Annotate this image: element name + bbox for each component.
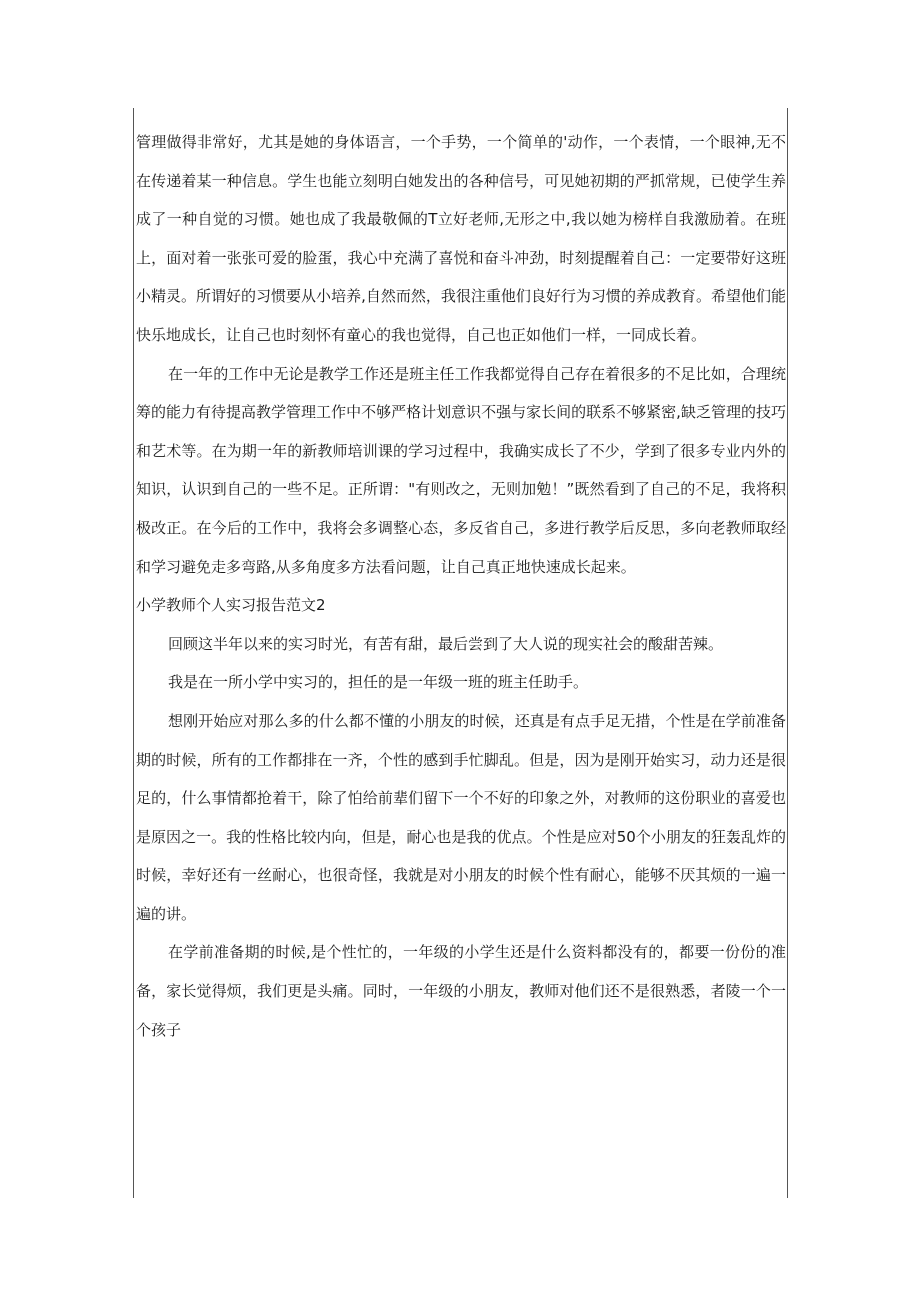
right-border-line <box>787 108 788 1198</box>
document-body <box>136 123 786 1049</box>
section-heading: 小学教师个人实习报告范文2 <box>136 596 326 615</box>
paragraph-role: 我是在一所小学中实习的，担任的是一年级一班的班主任助手。 <box>168 673 589 692</box>
paragraph-review: 回顾这半年以来的实习时光，有苦有甜，最后尝到了大人说的现实社会的酸甜苦辣。 <box>168 634 724 653</box>
paragraph-continuation: 管理做得非常好，尤其是她的身体语言，一个手势，一个简单的'动作，一个表情，一个眼神,无不在传递着某一种信息。学生也能立刻明白她发出的各种信号，可见她初期的严抓常规，已使学生养成了一种自觉的习惯。她也成了我最敬佩的T立好老师,无形之中,我以她为榜样自我激励着。在班上，面对着一张张可爱的脸蛋，我心中充满了喜悦和奋斗冲劲，时刻提醒着自己：一定要带好这班小精灵。所谓好的习惯要从小培养,自然而然，我很注重他们良好行为习惯的养成教育。希望他们能快乐地成长，让自己也时刻怀有童心的我也觉得，自己也正如他们一样，一同成长着。 <box>136 133 786 344</box>
paragraph-shortcomings: 在一年的工作中无论是教学工作还是班主任工作我都觉得自己存在着很多的不足比如，合理统筹的能力有待提高教学管理工作中不够严格计划意识不强与家长间的联系不够紧密,缺乏管理的技巧和艺术等。在为期一年的新教师培训课的学习过程中，我确实成长了不少，学到了很多专业内外的知识，认识到自己的一些不足。正所谓："有则改之，无则加勉！”既然看到了自己的不足，我将积极改正。在今后的工作中，我将会多调整心态，多反省自己，多进行教学后反思，多向老教师取经和学习避免走多弯路,从多角度多方法看问题，让自己真正地快速成长起来。 <box>136 364 786 576</box>
paragraph-beginning: 想刚开始应对那么多的什么都不懂的小朋友的时候，还真是有点手足无措，个性是在学前准备期的时候，所有的工作都排在一齐，个性的感到手忙脚乱。但是，因为是刚开始实习，动力还是很足的，什么事情都抢着干，除了怕给前辈们留下一个不好的印象之外，对教师的这份职业的喜爱也是原因之一。我的性格比较内向，但是，耐心也是我的优点。个性是应对50个小朋友的狂轰乱炸的时候，幸好还有一丝耐心，也很奇怪，我就是对小朋友的时候个性有耐心，能够不厌其烦的一遍一遍的讲。 <box>136 711 786 923</box>
paragraph-preparation: 在学前准备期的时候,是个性忙的，一年级的小学生还是什么资料都没有的，都要一份份的准备，家长觉得烦，我们更是头痛。同时，一年级的小朋友，教师对他们还不是很熟悉，者陵一个一个孩子 <box>136 943 786 1039</box>
left-border-line <box>133 108 134 1198</box>
